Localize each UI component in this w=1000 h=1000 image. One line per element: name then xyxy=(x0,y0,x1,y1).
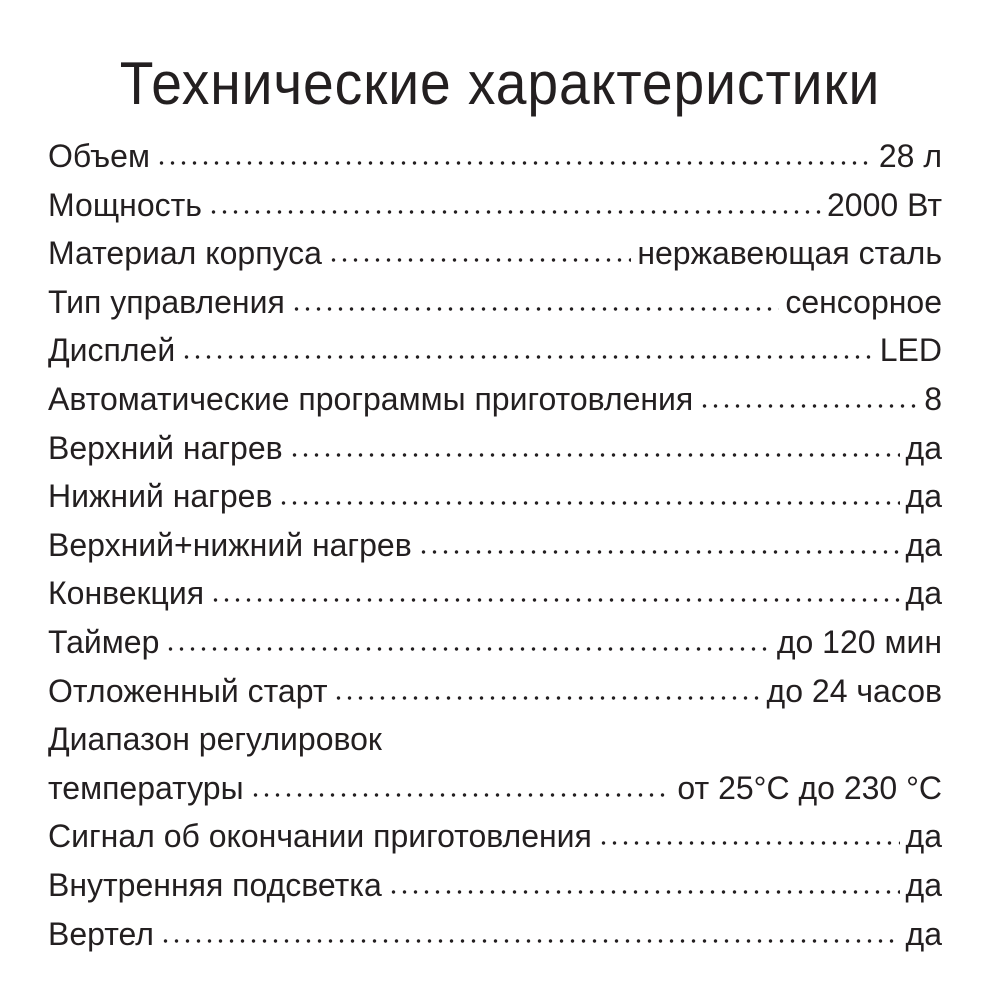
spec-row-interior-light xyxy=(48,861,942,910)
spec-row-control-type xyxy=(48,278,942,327)
dot-leader xyxy=(156,139,873,171)
spec-value: сенсорное xyxy=(785,283,942,320)
spec-label: Дисплей xyxy=(48,332,176,369)
spec-label: Внутренняя подсветка xyxy=(48,866,382,903)
spec-value: 8 xyxy=(924,380,942,417)
spec-row-timer xyxy=(48,618,942,667)
spec-value: да xyxy=(905,915,942,952)
spec-label: Объем xyxy=(48,138,150,174)
spec-row-rotisserie xyxy=(48,910,942,959)
spec-row-power xyxy=(48,181,942,230)
spec-row-display xyxy=(48,326,942,375)
dot-leader xyxy=(418,528,900,560)
spec-row-top-heating xyxy=(48,424,942,473)
spec-row-top-bottom-heating xyxy=(48,521,942,570)
spec-value: да xyxy=(905,526,942,563)
dot-leader xyxy=(208,188,821,220)
dot-leader xyxy=(699,382,918,414)
spec-value: да xyxy=(905,478,942,515)
spec-row-auto-programs xyxy=(48,375,942,424)
dot-leader xyxy=(289,431,900,463)
dot-leader xyxy=(333,674,760,706)
spec-label: Таймер xyxy=(48,623,160,660)
spec-value: да xyxy=(905,866,942,903)
spec-label: Материал корпуса xyxy=(48,235,322,272)
spec-row-end-signal xyxy=(48,812,942,861)
spec-label: Вертел xyxy=(48,915,154,952)
dot-leader xyxy=(388,868,900,900)
dot-leader xyxy=(598,819,900,851)
dot-leader xyxy=(165,625,770,657)
spec-label: Сигнал об окончании приготовления xyxy=(48,818,592,855)
spec-list xyxy=(48,132,942,958)
spec-row-body-material xyxy=(48,229,942,278)
dot-leader xyxy=(328,236,631,268)
spec-value: до 24 часов xyxy=(766,672,942,709)
spec-value: LED xyxy=(879,332,942,369)
spec-label: Отложенный старт xyxy=(48,672,328,709)
dot-leader xyxy=(291,285,780,317)
spec-label: Верхний нагрев xyxy=(48,429,283,466)
spec-value: 2000 Вт xyxy=(826,186,942,223)
dot-leader xyxy=(210,576,899,608)
spec-label: Диапазон регулировок xyxy=(48,721,382,758)
spec-row-volume xyxy=(48,132,942,181)
dot-leader xyxy=(278,479,899,511)
dot-leader xyxy=(181,333,874,365)
dot-leader xyxy=(250,771,672,803)
spec-row-delayed-start xyxy=(48,667,942,716)
spec-value: до 120 мин xyxy=(776,623,942,660)
spec-value: нержавеющая сталь xyxy=(637,235,942,272)
spec-value: 28 л xyxy=(878,138,942,174)
spec-value: да xyxy=(905,818,942,855)
spec-label: Нижний нагрев xyxy=(48,478,273,515)
spec-row-temp-range xyxy=(48,764,942,813)
page-title: Технические характеристики xyxy=(119,50,881,117)
spec-value: да xyxy=(905,429,942,466)
spec-value: да xyxy=(905,575,942,612)
spec-row-convection xyxy=(48,569,942,618)
spec-row-bottom-heating xyxy=(48,472,942,521)
spec-label: Тип управления xyxy=(48,283,285,320)
spec-label: Конвекция xyxy=(48,575,205,612)
spec-label: Мощность xyxy=(48,186,202,223)
spec-label-continued: температуры xyxy=(48,769,244,806)
dot-leader xyxy=(160,917,900,949)
spec-value: от 25°С до 230 °С xyxy=(677,769,942,806)
spec-label: Автоматические программы приготовления xyxy=(48,380,694,417)
spec-label: Верхний+нижний нагрев xyxy=(48,526,412,563)
spec-row-temp-range-line1 xyxy=(48,715,942,764)
